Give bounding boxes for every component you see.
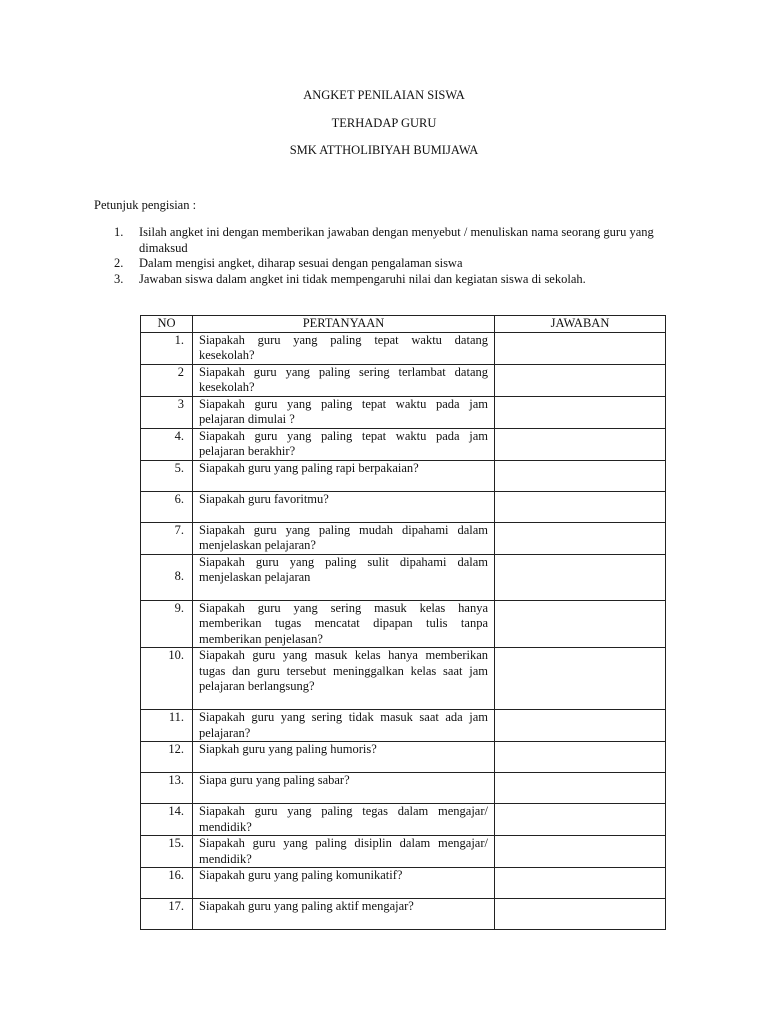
row-number: 3: [141, 396, 193, 428]
instruction-item: [114, 272, 676, 288]
answer-cell[interactable]: [495, 491, 666, 522]
row-number: 9.: [141, 600, 193, 648]
answer-cell[interactable]: [495, 648, 666, 710]
instruction-number: 2.: [114, 256, 124, 270]
answer-cell[interactable]: [495, 428, 666, 460]
table-row: [141, 773, 666, 804]
answer-cell[interactable]: [495, 396, 666, 428]
row-number: 15.: [141, 836, 193, 868]
table-row: [141, 522, 666, 554]
answer-cell[interactable]: [495, 522, 666, 554]
table-row: [141, 396, 666, 428]
table-row: [141, 491, 666, 522]
answer-cell[interactable]: [495, 804, 666, 836]
instruction-text: Isilah angket ini dengan memberikan jawaban dengan menyebut / menuliskan nama seorang guru yang dimaksud: [139, 225, 654, 255]
row-number: 5.: [141, 460, 193, 491]
table-row: [141, 600, 666, 648]
row-question: Siapakah guru yang sering tidak masuk saat ada jam pelajaran?: [193, 710, 495, 742]
table-row: [141, 868, 666, 899]
row-question: Siapakah guru favoritmu?: [193, 491, 495, 522]
header-no: NO: [141, 316, 193, 333]
row-number: 16.: [141, 868, 193, 899]
answer-cell[interactable]: [495, 836, 666, 868]
instruction-text: Dalam mengisi angket, diharap sesuai dengan pengalaman siswa: [139, 256, 463, 270]
row-question: Siapakah guru yang paling tepat waktu datang kesekolah?: [193, 332, 495, 364]
answer-cell[interactable]: [495, 868, 666, 899]
instruction-text: Jawaban siswa dalam angket ini tidak mempengaruhi nilai dan kegiatan siswa di sekolah.: [139, 271, 586, 286]
table-row: [141, 742, 666, 773]
answer-cell[interactable]: [495, 554, 666, 600]
instruction-item: [114, 256, 676, 272]
table-row: [141, 804, 666, 836]
row-number: 12.: [141, 742, 193, 773]
row-number: 4.: [141, 428, 193, 460]
table-row: [141, 899, 666, 930]
title-line-3: SMK ATTHOLIBIYAH BUMIJAWA: [289, 143, 479, 157]
row-number: 11.: [141, 710, 193, 742]
row-question: Siapa guru yang paling sabar?: [193, 773, 495, 804]
header-answer: JAWABAN: [495, 316, 666, 333]
row-question: Siapakah guru yang paling disiplin dalam mengajar/ mendidik?: [193, 836, 495, 868]
row-number: 13.: [141, 773, 193, 804]
instruction-item: [114, 225, 676, 256]
row-question: Siapakah guru yang paling tepat waktu pada jam pelajaran berakhir?: [193, 428, 495, 460]
row-question: Siapakah guru yang paling rapi berpakaian?: [193, 460, 495, 491]
title-line-2: TERHADAP GURU: [331, 116, 437, 130]
row-number: 7.: [141, 522, 193, 554]
instruction-number: 1.: [114, 225, 124, 239]
row-question: Siapakah guru yang paling aktif mengajar?: [193, 899, 495, 930]
questionnaire-table: [140, 315, 666, 930]
header-question: PERTANYAAN: [193, 316, 495, 333]
row-number: 8.: [141, 554, 193, 600]
answer-cell[interactable]: [495, 460, 666, 491]
answer-cell[interactable]: [495, 364, 666, 396]
row-question: Siapakah guru yang paling komunikatif?: [193, 868, 495, 899]
answer-cell[interactable]: [495, 899, 666, 930]
answer-cell[interactable]: [495, 600, 666, 648]
answer-cell[interactable]: [495, 773, 666, 804]
row-question: Siapakah guru yang paling sulit dipahami dalam menjelaskan pelajaran: [193, 554, 495, 600]
row-number: 6.: [141, 491, 193, 522]
row-question: Siapakah guru yang sering masuk kelas hanya memberikan tugas mencatat dipapan tulis tanpa memberikan penjelasan?: [193, 600, 495, 648]
row-number: 2: [141, 364, 193, 396]
table-row: [141, 364, 666, 396]
row-number: 17.: [141, 899, 193, 930]
row-question: Siapakah guru yang paling tepat waktu pada jam pelajaran dimulai ?: [193, 396, 495, 428]
row-question: Siapakah guru yang paling tegas dalam mengajar/ mendidik?: [193, 804, 495, 836]
row-question: Siapkah guru yang paling humoris?: [193, 742, 495, 773]
row-number: 14.: [141, 804, 193, 836]
title-line-1: ANGKET PENILAIAN SISWA: [303, 88, 465, 102]
answer-cell[interactable]: [495, 710, 666, 742]
table-row: [141, 710, 666, 742]
row-question: Siapakah guru yang paling sering terlambat datang kesekolah?: [193, 364, 495, 396]
row-question: Siapakah guru yang masuk kelas hanya memberikan tugas dan guru tersebut meninggalkan kelas saat jam pelajaran berlangsung?: [193, 648, 495, 710]
table-row: [141, 836, 666, 868]
instructions-label: Petunjuk pengisian :: [94, 198, 197, 212]
table-row: [141, 648, 666, 710]
answer-cell[interactable]: [495, 332, 666, 364]
row-number: 10.: [141, 648, 193, 710]
table-row: [141, 428, 666, 460]
row-question: Siapakah guru yang paling mudah dipahami dalam menjelaskan pelajaran?: [193, 522, 495, 554]
table-header-row: [141, 316, 666, 333]
instructions-list: [114, 225, 676, 287]
table-row: [141, 332, 666, 364]
table-row: [141, 460, 666, 491]
instruction-number: 3.: [114, 271, 124, 286]
row-number: 1.: [141, 332, 193, 364]
table-row: [141, 554, 666, 600]
answer-cell[interactable]: [495, 742, 666, 773]
